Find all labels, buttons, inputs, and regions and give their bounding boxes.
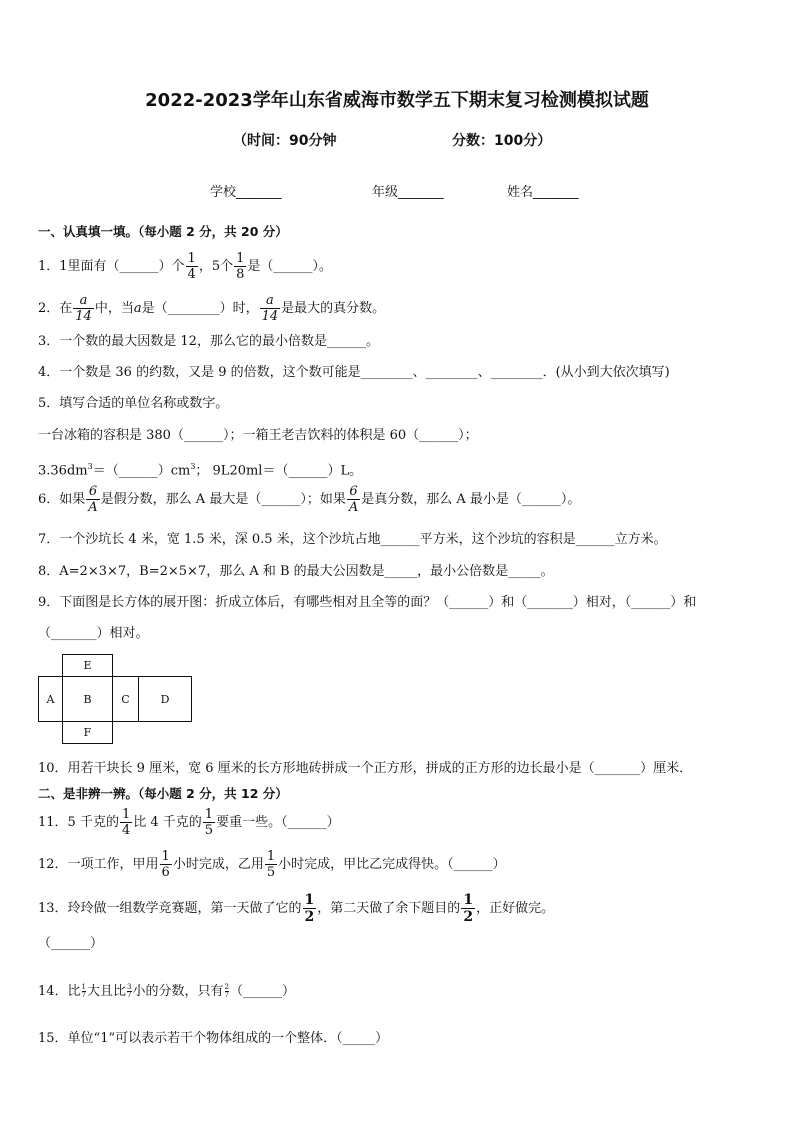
exam-time: （时间：90分钟 [233,133,337,149]
fraction: $\frac{1}{7}$ [81,983,87,999]
cuboid-net-diagram [38,654,194,744]
question-3: 3．一个数的最大因数是 12，那么它的最小倍数是______。 [38,334,379,349]
fraction: $\frac{1}{6}$ [161,849,170,880]
page-title: 2022-2023学年山东省威海市数学五下期末复习检测模拟试题 [145,90,649,111]
question-5: 5．填写合适的单位名称或数字。 [38,396,229,411]
fraction: $\frac{1}{4}$ [187,251,196,282]
fraction: $\frac{3}{7}$ [127,983,132,999]
fraction: $\frac{2}{7}$ [224,983,229,999]
question-5-line-b: $3.36dm^3=(\_\_\_\_\_\_)cm^3$； 9L20ml＝（______）L。 [38,462,363,479]
exam-score: 分数：100分） [452,133,552,149]
question-1: 1．1里面有（______）个 $\frac{1}{4}$ ，5个 $\frac{1}{8}$ 是（______）。 [38,251,332,282]
fraction: $\frac{1}{5}$ [266,849,276,880]
student-fields [0,181,794,201]
section-heading-2: 二、是非辨一辨。（每小题 2 分，共 12 分） [38,786,288,801]
question-10: 10．用若干块长 9 厘米，宽 6 厘米的长方形地砖拼成一个正方形，拼成的正方形的边长最小是（_______）厘米． [38,761,693,776]
school-field[interactable]: 学校_______ [210,185,282,200]
question-14: 14．比 $\frac{1}{7}$ 大且比 $\frac{3}{7}$ 小的分数，只有 $\frac{2}{7}$ （______） [38,983,295,999]
question-12: 12．一项工作，甲用 $\frac{1}{6}$ 小时完成，乙用 $\frac{1}{5}$ 小时完成，甲比乙完成得快。（______） [38,849,506,880]
face-e: E [62,654,113,677]
fraction: $\frac{1}{4}$ [121,807,131,838]
fraction: $\frac{a}{14}$ [75,293,92,324]
question-7: 7．一个沙坑长 4 米，宽 1.5 米，深 0.5 米，这个沙坑占地______平方米，这个沙坑的容积是______立方米。 [38,532,667,547]
face-c: C [112,676,139,722]
grade-field[interactable]: 年级_______ [372,185,444,200]
fraction: $\frac{6}{A}$ [88,484,98,515]
face-f: F [62,721,113,744]
face-b: B [62,676,113,722]
question-9: 9．下面图是长方体的展开图：折成立体后，有哪些相对且全等的面？（______）和（_______）相对，（______）和 [38,595,697,610]
question-15: 15．单位“1”可以表示若干个物体组成的一个整体．（_____） [38,1031,389,1046]
question-13-answer: （______） [38,936,104,951]
fraction: $\frac{a}{14}$ [261,293,279,324]
question-8: 8．A=2×3×7，B=2×5×7，那么 A 和 B 的最大公因数是_____，最小公倍数是_____。 [38,564,554,579]
exam-meta [0,130,794,152]
fraction: $\frac{1}{5}$ [204,807,214,838]
fraction: $\frac{1}{2}$ [463,892,474,925]
fraction: $\frac{1}{8}$ [236,251,245,282]
section-heading-1: 一、认真填一填。（每小题 2 分，共 20 分） [38,224,288,239]
question-13: 13．玲玲做一组数学竞赛题，第一天做了它的 $\frac{1}{2}$ ，第二天做了余下题目的 $\frac{1}{2}$ ，正好做完。 [38,892,555,925]
fraction: $\frac{6}{A}$ [348,484,359,515]
name-field[interactable]: 姓名_______ [507,185,579,200]
question-2: 2．在 $\frac{a}{14}$ 中，当a是（________）时， $\frac{a}{14}$ 是最大的真分数。 [38,293,386,324]
question-4: 4．一个数是 36 的约数，又是 9 的倍数，这个数可能是________、________、________．(从小到大依次填写) [38,365,670,380]
question-5-line-a: 一台冰箱的容积是 380（______）；一箱王老吉饮料的体积是 60（______）； [38,428,478,443]
face-a: A [38,676,63,722]
face-d: D [138,676,192,722]
fraction: $\frac{1}{2}$ [304,892,315,925]
question-6: 6．如果 $\frac{6}{A}$ 是假分数，那么 A 最大是（______）；如果 $\frac{6}{A}$ 是真分数，那么 A 最小是（______）。 [38,484,581,515]
question-9-line-b: （_______）相对。 [38,626,149,641]
question-11: 11．5 千克的 $\frac{1}{4}$ 比 4 千克的 $\frac{1}{5}$ 要重一些。（______） [38,807,340,838]
